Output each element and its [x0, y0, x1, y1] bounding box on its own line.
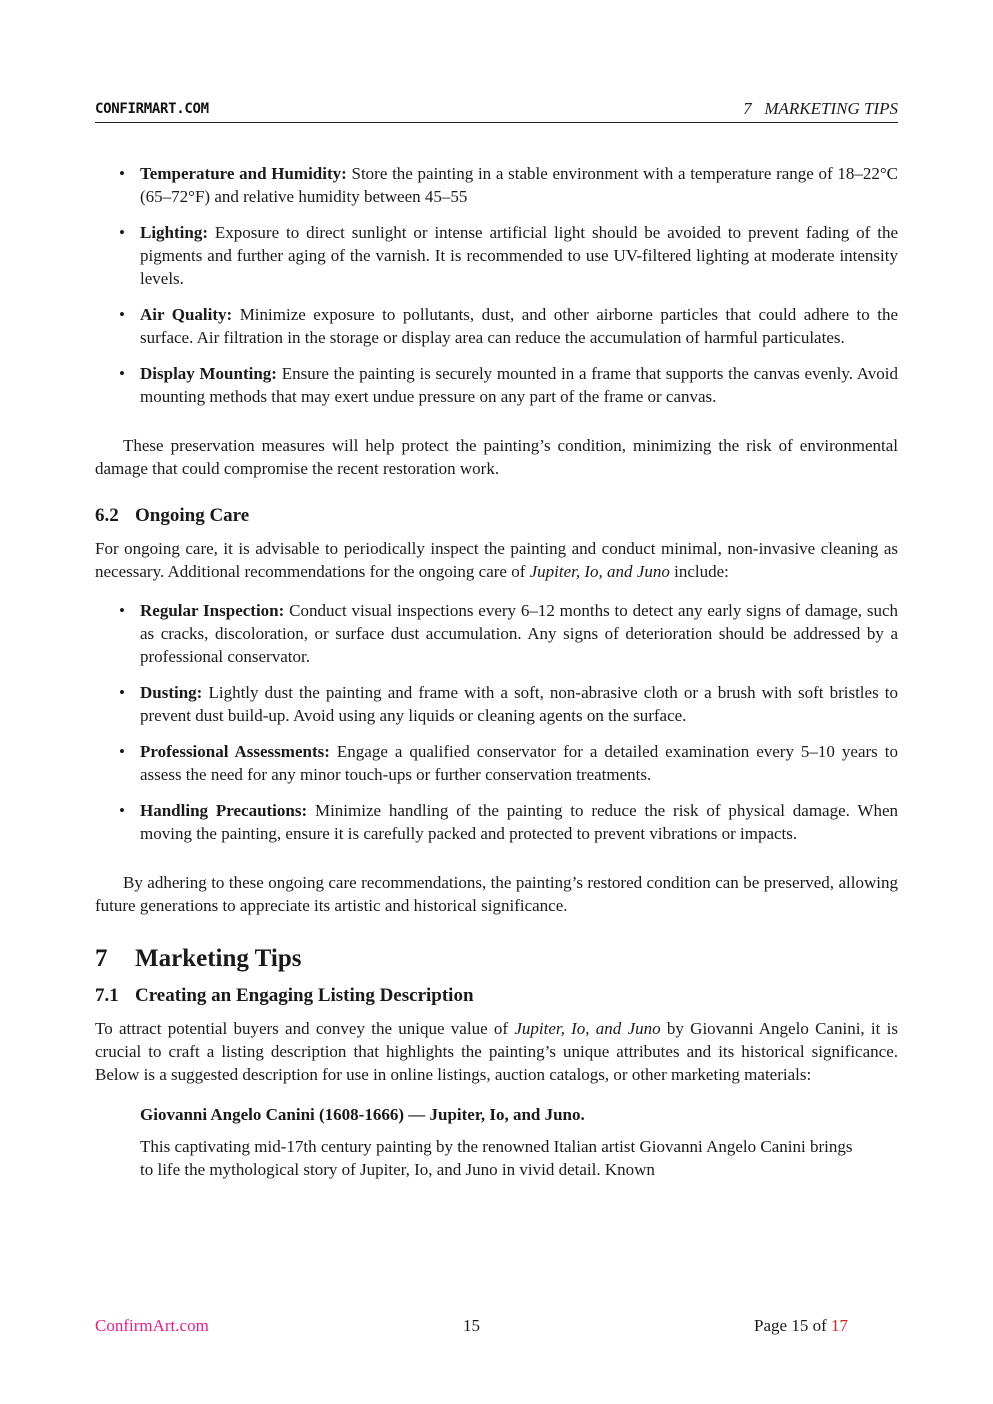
bullet-icon: •: [119, 742, 125, 761]
preservation-closing: These preservation measures will help protect the painting’s condition, minimizing the risk of environmental damage that could compromise the recent restoration work.: [95, 436, 898, 478]
footer-site-link[interactable]: ConfirmArt.com: [95, 1316, 209, 1335]
quote-text: This captivating mid-17th century painting by the renowned Italian artist Giovanni Angelo Canini brings to life the mythological story of Jupiter, Io, and Juno in vivid detail. Known: [140, 1137, 853, 1179]
site-logo: CONFIRMART.COM: [95, 101, 209, 117]
footer-page-number: 15: [463, 1316, 480, 1335]
bullet-icon: •: [119, 223, 125, 242]
bullet-icon: •: [119, 364, 125, 383]
listing-description-quote: [95, 1103, 898, 1181]
list-item: • Temperature and Humidity: Store the painting in a stable environment with a temperature range of 18–22°C (65–72°F) and relative humidity between 45–55: [119, 164, 899, 206]
footer-page-count: Page 15 of 17: [754, 1316, 848, 1335]
footer-total-pages-link[interactable]: 17: [831, 1316, 848, 1335]
ongoing-care-closing: By adhering to these ongoing care recommendations, the painting’s restored condition can be preserved, allowing future generations to appreciate its artistic and historical significance.: [95, 873, 898, 915]
section-heading-6-2: 6.2 Ongoing Care: [95, 505, 250, 526]
bullet-icon: •: [119, 683, 125, 702]
ongoing-care-list: [95, 599, 898, 845]
list-item: • Lighting: Exposure to direct sunlight or intense artificial light should be avoided to prevent fading of the pigments and further aging of the varnish. It is recommended to use UV-filtered lighting at moderate intensity levels.: [119, 223, 898, 288]
list-item: • Handling Precautions: Minimize handling of the painting to reduce the risk of physical damage. When moving the painting, ensure it is carefully packed and protected to prevent vibrations or impacts.: [119, 801, 899, 843]
list-item: • Display Mounting: Ensure the painting is securely mounted in a frame that supports the canvas evenly. Avoid mounting methods that may exert undue pressure on any part of the frame or canvas.: [119, 364, 899, 406]
list-item: • Dusting: Lightly dust the painting and frame with a soft, non-abrasive cloth or a brush with soft bristles to prevent dust build-up. Avoid using any liquids or cleaning agents on the surface.: [119, 683, 899, 725]
page-header: [95, 98, 898, 123]
bullet-icon: •: [119, 601, 125, 620]
list-item: • Professional Assessments: Engage a qualified conservator for a detailed examination every 5–10 years to assess the need for any minor touch-ups or further conservation treatments.: [119, 742, 898, 784]
listing-intro: To attract potential buyers and convey the unique value of Jupiter, Io, and Juno by Giovanni Angelo Canini, it is crucial to craft a listing description that highlights the painting’s unique attributes and its historical significance. Below is a suggested description for use in online listings, auction catalogs, or other marketing materials:: [95, 1019, 898, 1084]
page-content: [95, 162, 898, 1181]
list-item: • Regular Inspection: Conduct visual inspections every 6–12 months to detect any early signs of damage, such as cracks, discoloration, or surface dust accumulation. Any signs of deterioration should be addressed by a professional conservator.: [119, 601, 899, 666]
bullet-icon: •: [119, 801, 125, 820]
quote-title: Giovanni Angelo Canini (1608-1666) — Jupiter, Io, and Juno.: [140, 1105, 585, 1124]
bullet-icon: •: [119, 164, 125, 183]
list-item: • Air Quality: Minimize exposure to pollutants, dust, and other airborne particles that could adhere to the surface. Air filtration in the storage or display area can reduce the accumulation of harmful particulates.: [119, 305, 898, 347]
preservation-list: [95, 162, 898, 408]
running-section-title: 7 MARKETING TIPS: [743, 99, 898, 118]
bullet-icon: •: [119, 305, 125, 324]
section-heading-7: 7 Marketing Tips: [95, 945, 302, 972]
section-heading-7-1: 7.1 Creating an Engaging Listing Description: [95, 985, 474, 1006]
ongoing-care-intro: For ongoing care, it is advisable to periodically inspect the painting and conduct minimal, non-invasive cleaning as necessary. Additional recommendations for the ongoing care of Jupiter, Io, and Juno include:: [95, 539, 898, 581]
